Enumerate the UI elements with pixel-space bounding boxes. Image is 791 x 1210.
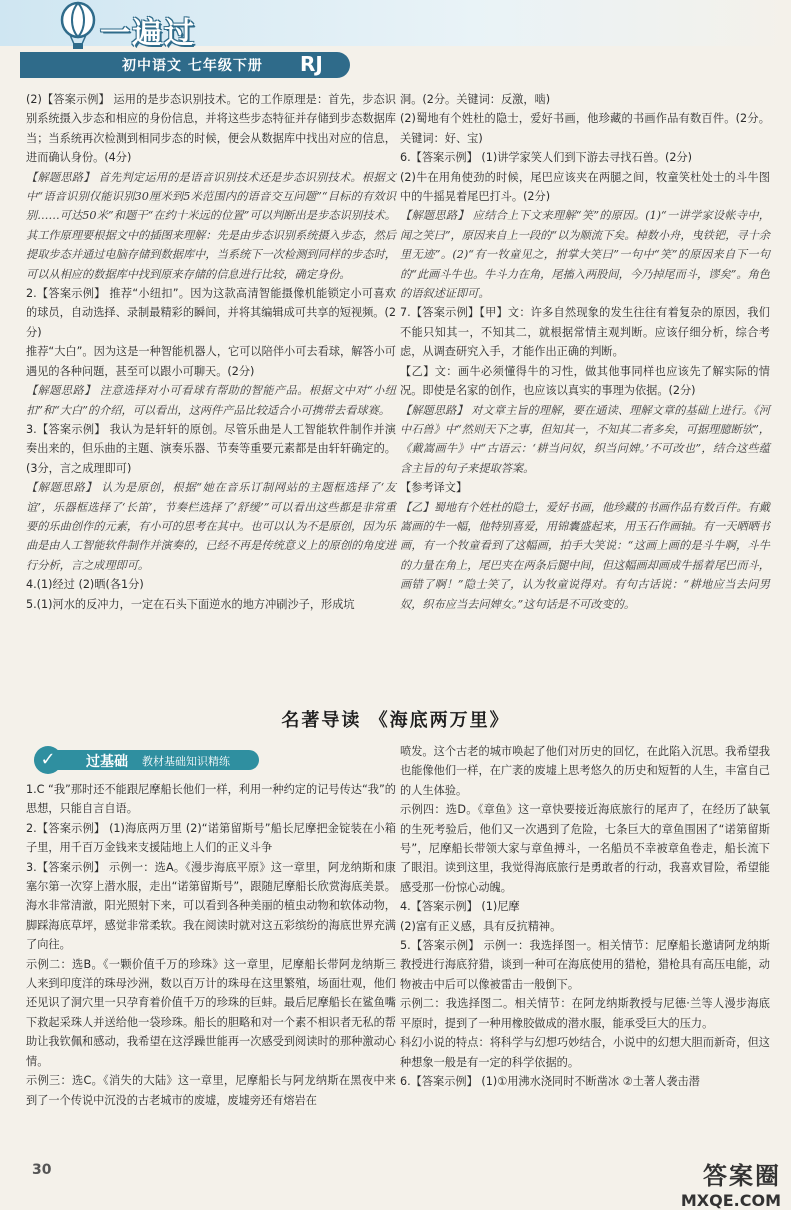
answer-paragraph: 4.(1)经过 (2)晒(各1分)	[26, 578, 144, 592]
answer-paragraph: 4.【答案示例】 (1)尼摩	[400, 900, 520, 914]
hot-air-balloon-icon	[58, 2, 98, 50]
badge-main-label: 过基础	[86, 754, 128, 770]
page-header	[0, 0, 791, 82]
answer-paragraph: 科幻小说的特点：将科学与幻想巧妙结合，小说中的幻想大胆而新奇，但这种想象一般是有一定的科学依据的。	[400, 1036, 770, 1069]
book-series-title: 一遍过	[100, 16, 196, 51]
edition-label: RJ	[300, 52, 323, 76]
answer-paragraph: 【解题思路】 对文章主旨的理解，要在通读、理解文章的基础上进行。《河中石兽》中“然则天下之事，但知其一，不知其二者多矣，可据理臆断欤”，《戴嵩画牛》中“古语云：‘耕当问奴，织当问婢。’不可改也”，结合这些蕴含主旨的句子来提取答案。	[400, 403, 770, 475]
answer-column-upper-right	[400, 90, 770, 614]
answer-paragraph: 【乙】蜀地有个姓杜的隐士，爱好书画，他珍藏的书画作品有数百件。有戴嵩画的牛一幅，他特别喜爱，用锦囊盛起来，用玉石作画轴。有一天晒晒书画，有一个牧童看到了这幅画，拍手大笑说：“这画上画的是斗牛啊，斗牛的力量在角上，尾巴夹在两条后腿中间，但这幅画却画成牛摇着尾巴而斗，画错了啊！”隐士笑了，认为牧童说得对。有句古话说：“耕地应当去问男奴，织布应当去问婢女。”这句话是不可改变的。	[400, 500, 770, 611]
answer-column-lower-right	[400, 742, 770, 1091]
section-title: 名著导读 《海底两万里》	[281, 710, 510, 731]
answer-paragraph: (2)富有正义感，具有反抗精神。	[400, 919, 562, 933]
answer-paragraph: 6.【答案示例】 (1)①用沸水浇同时不断凿冰 ②土著人袭击潜	[400, 1074, 700, 1088]
answer-paragraph: (2)牛在用角使劲的时候，尾巴应该夹在两腿之间，牧童笑杜处士的斗牛图中的牛摇晃着尾巴打斗。(2分)	[400, 170, 770, 204]
answer-paragraph: 推荐“大白”。因为这是一种智能机器人，它可以陪伴小可去看球，解答小可遇见的各种问题，甚至可以跟小可聊天。(2分)	[26, 345, 396, 378]
answer-paragraph: 【参考译文】	[400, 481, 468, 495]
answer-paragraph: 1.C “我”那时还不能跟尼摩船长他们一样，利用一种约定的记号传达“我”的思想，只能自言自语。	[26, 783, 396, 816]
answer-column-upper-left	[26, 90, 396, 614]
site-watermark	[681, 1156, 781, 1210]
answer-paragraph: 洞。(2分。关键词：反激，啮)	[400, 93, 551, 106]
answer-paragraph: 【乙】文：画牛必须懂得牛的习性，做其他事同样也应该先了解实际的情况。即使是名家的创作，也应该以真实的事理为依据。(2分)	[400, 364, 770, 398]
answer-paragraph: 2.【答案示例】 (1)海底两万里 (2)“诺第留斯号”船长尼摩把金锭装在小箱子里，用千百万金钱来支援陆地上人们的正义斗争	[26, 821, 396, 855]
checkmark-icon: ✓	[34, 746, 62, 774]
answer-paragraph: 6.【答案示例】 (1)讲学家笑人们到下游去寻找石兽。(2分)	[400, 151, 693, 165]
watermark-url: MXQE.COM	[680, 1191, 781, 1210]
answer-paragraph: 示例二：选B。《一颗价值千万的珍珠》这一章里，尼摩船长带阿龙纳斯三人来到印度洋的珠母沙洲，数以百万计的珠母在这里繁殖，场面壮观，他们还见识了洞穴里一只孕育着价值千万的珍珠的巨蚌。最后尼摩船长在鲨鱼嘴下救起采珠人并送给他一袋珍珠。船长的胆略和对一个素不相识者无私的帮助让我钦佩和感动，我希望在这浮躁世能再一次感受到阅读时的那种激动心情。	[26, 957, 396, 1068]
answer-column-lower-left	[26, 780, 396, 1110]
answer-paragraph: 2.【答案示例】 推荐“小纽扣”。因为这款高清智能摄像机能锁定小可喜欢的球员，自动选择、录制最精彩的瞬间，并将其编辑成可共享的短视频。(2分)	[26, 287, 396, 339]
answer-paragraph: 3.【答案示例】 我认为是轩轩的原创。尽管乐曲是人工智能软件制作并演奏出来的，但乐曲的主题、演奏乐器、节奏等重要元素都是由轩轩确定的。(3分，言之成理即可)	[26, 422, 396, 475]
answer-paragraph: 3.【答案示例】 示例一：选A。《漫步海底平原》这一章里，阿龙纳斯和康塞尔第一次穿上潜水服，走出“诺第留斯号”，跟随尼摩船长欣赏海底美景。海水非常清澈，阳光照射下来，可以看到各种美丽的植虫动物和软体动物，脚踩海底草坪，感觉非常柔软。我在阅读时就对这五彩缤纷的海底世界充满了向往。	[26, 860, 396, 952]
answer-paragraph: 【解题思路】 应结合上下文来理解“笑”的原因。(1)“一讲学家设帐寺中，闻之笑曰”，原因来自上一段的“以为顺流下矣。棹数小舟，曳铁钯，寻十余里无迹”。(2)“有一牧童见之，拊掌大笑曰”一句中“笑”的原因来自下一句的“此画斗牛也。牛斗力在角，尾搐入两股间，今乃掉尾而斗，谬矣”。角色的语叙述证即可。	[400, 209, 770, 301]
answer-paragraph: 【解题思路】 注意选择对小可看球有帮助的智能产品。根据文中对“小纽扣”和“大白”的介绍，可以看出，这两件产品比较适合小可携带去看球赛。	[26, 384, 396, 417]
answer-paragraph: (2)【答案示例】 运用的是步态识别技术。它的工作原理是：首先，步态识别系统摄入步态和相应的身份信息，并将这些步态特征并存储到步态数据库当；当系统再次检测到相同步态的时候，便会从数据库中找出对应的信息，进而确认身份。(4分)	[26, 93, 396, 165]
badge-sub-label: 教材基础知识精练	[142, 755, 230, 768]
section-badge	[34, 746, 259, 774]
page-footer	[0, 1152, 791, 1210]
answer-paragraph: 示例二：我选择图二。相关情节：在阿龙纳斯教授与尼德·兰等人漫步海底平原时，提到了一种用橡胶做成的潜水服，能承受巨大的压力。	[400, 997, 770, 1030]
answer-paragraph: 喷发。这个古老的城市唤起了他们对历史的回忆，在此陷入沉思。我希望我也能像他们一样，在广袤的废墟上思考悠久的历史和短暂的人生，丰富自己的人生体验。	[400, 745, 770, 797]
answer-paragraph: 7.【答案示例】【甲】文：许多自然现象的发生往往有着复杂的原因，我们不能只知其一，不知其二，就根据常情主观判断。应该仔细分析，综合考虑，从调查研究入手，才能作出正确的判断。	[400, 306, 770, 359]
answer-paragraph: 【解题思路】 认为是原创，根据“她在音乐订制网站的主题框选择了‘友谊’，乐器框选择了‘长笛’，节奏栏选择了‘舒缓’”可以看出这些都是非常重要的乐曲创作的元素，有小可的思考在其中。也可以认为不是原创，因为乐曲是由人工智能软件制作并演奏的，已经不再是传统意义上的原创的角度进行分析，言之成理即可。	[26, 481, 396, 572]
answer-paragraph: 【解题思路】 首先判定运用的是语音识别技术还是步态识别技术。根据文中“语音识别仅能识别30厘米到5米范围内的语音交互问题”“目标的有效识别……可达50米”和题干“在约十米远的位置”可以判断出是步态识别技术。其工作原理要根据文中的插图来理解：先是由步态识别系统摄入步态，然后提取步态并通过电脑存储到数据库中，当系统下一次检测到同样的步态时，可以从相应的数据库中找到原来存储的信息进行比较，确定身份。	[26, 170, 396, 281]
answer-paragraph: (2)蜀地有个姓杜的隐士，爱好书画，他珍藏的书画作品有数百件。(2分。关键词：好、宝)	[400, 112, 770, 145]
answer-paragraph: 5.(1)河水的反冲力，一定在石头下面逆水的地方冲刷沙子，形成坑	[26, 597, 355, 611]
answer-paragraph: 示例四：选D。《章鱼》这一章快要接近海底旅行的尾声了，在经历了缺氧的生死考验后，他们又一次遇到了危险，七条巨大的章鱼围困了“诺第留斯号”，尼摩船长带领大家与章鱼搏斗，一名船员不幸被章鱼卷走，船长流下了眼泪。读到这里，我觉得海底旅行是勇敢者的行动，我喜欢冒险，希望能感受那一份惊心动魄。	[400, 803, 770, 894]
page-number: 30	[32, 1162, 52, 1178]
book-subtitle: 初中语文 七年级下册	[122, 58, 263, 74]
answer-paragraph: 示例三：选C。《消失的大陆》这一章里，尼摩船长与阿龙纳斯在黑夜中来到了一个传说中沉没的古老城市的废墟，废墟旁还有熔岩在	[26, 1074, 396, 1107]
watermark-main: 答案圈	[703, 1162, 781, 1190]
answer-paragraph: 5.【答案示例】 示例一：我选择图一。相关情节：尼摩船长邀请阿龙纳斯教授进行海底狩猎，谈到一种可在海底使用的猎枪，猎枪具有高压电能，动物被击中后可以像被雷击一般倒下。	[400, 939, 770, 991]
